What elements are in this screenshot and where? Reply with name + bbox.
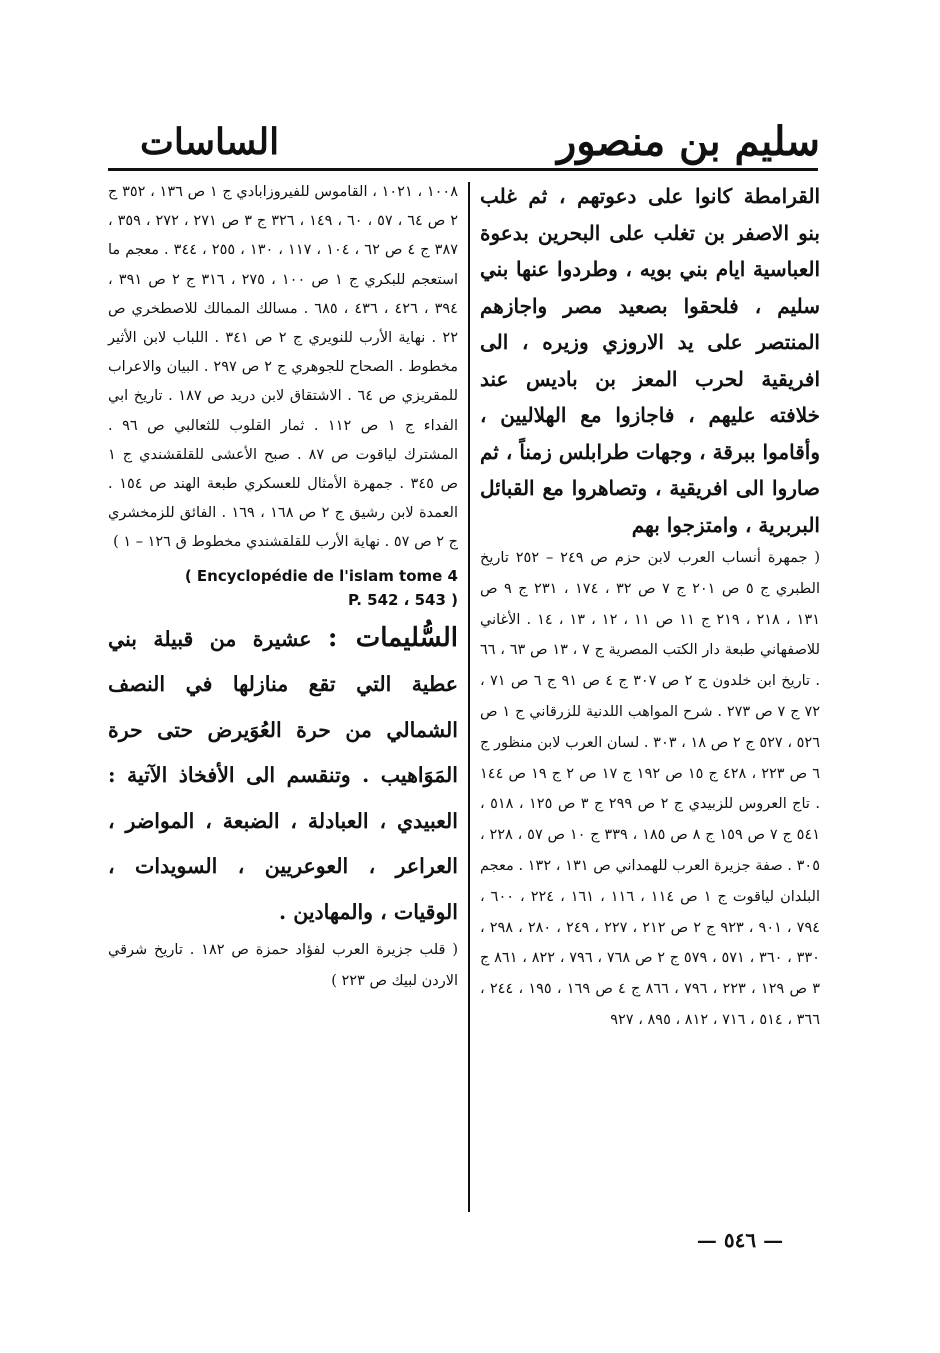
running-title-left: الساسات xyxy=(140,121,280,163)
right-column xyxy=(480,178,820,1036)
references-continued: ١٠٠٨ ، ١٠٢١ ، القاموس للفيروزابادي ج ١ ص ١٣٦ ، ٣٥٢ ج ٢ ص ٦٤ ، ٥٧ ، ٦٠ ، ١٤٩ ، ٣٢٦ ج ٣ ص ٢٧١ ، ٢٧٢ ، ٣٥٩ ، ٣٨٧ ج ٤ ص ٦٢ ، ١٠٤ ، ١١٧ ، ١٣٠ ، ٢٥٥ ، ٣٤٤ . معجم ما استعجم للبكري ج ١ ص ١٠٠ ، ٢٧٥ ، ٣١٦ ج ٢ ص ٣٩١ ، ٣٩٤ ، ٤٢٦ ، ٤٣٦ ، ٦٨٥ . مسالك الممالك للاصطخري ص ٢٢ . نهاية الأرب للنويري ج ٢ ص ٣٤١ . اللباب لابن الأثير مخطوط . الصحاح للجوهري ج ٢ ص ٢٩٧ . البيان والاعراب للمقريزي ص ٦٤ . الاشتقاق لابن دريد ص ١٨٧ . تاريخ ابي الفداء ج ١ ص ١١٢ . ثمار القلوب للثعالبي ص ٩٦ . المشترك لياقوت ص ٨٧ . صبح الأعشى للقلقشندي ج ١ ص ٣٤٥ . جمهرة الأمثال للعسكري طبعة الهند ص ١٥٤ . العمدة لابن رشيق ج ٢ ص ١٦٨ ، ١٦٩ . الفائق للزمخشري ج ٢ ص ٥٧ . نهاية الأرب للقلقشندي مخطوط ق ١٢٦ – ١ ) xyxy=(108,184,459,551)
latin-reference xyxy=(108,564,458,612)
references-paragraph: ( جمهرة أنساب العرب لابن حزم ص ٢٤٩ – ٢٥٢ تاريخ الطبري ج ٥ ص ٢٠١ ج ٧ ص ٣٢ ، ١٧٤ ، ٢٣١ ج ٩ ص ١٣١ ، ٢١٨ ، ٢١٩ ج ١١ ص ١١ ، ١٢ ، ١٣ ، ١٤ . الأغاني للاصفهاني طبعة دار الكتب المصرية ج ٧ ، ١٣ ص ٦٣ ، ٦٦ . تاريخ ابن خلدون ج ٢ ص ٣٠٧ ج ٤ ص ٩١ ج ٦ ص ٧١ ، ٧٢ ج ٧ ص ٢٧٣ . شرح المواهب اللدنية للزرقاني ج ١ ص ٥٢٦ ، ٥٢٧ ج ٢ ص ١٨ ، ٣٠٣ . لسان العرب لابن منظور ج ٦ ص ٢٢٣ ، ٤٢٨ ج ١٥ ص ١٩٢ ج ١٧ ص ٢ ج ١٩ ص ١٤٤ . تاج العروس للزبيدي ج ٢ ص ٢٩٩ ج ٣ ص ١٢٥ ، ٥١٨ ، ٥٤١ ج ٧ ص ١٥٩ ج ٨ ص ١٨٥ ، ٣٣٩ ج ١٠ ص ٥٧ ، ٢٢٨ ، ٣٠٥ . صفة جزيرة العرب للهمداني ص ١٣١ ، ١٣٢ . معجم البلدان لياقوت ج ١ ص ١١٤ ، ١١٦ ، ١٦١ ، ٢٢٤ ، ٦٠٠ ، ٧٩٤ ، ٩٠١ ، ٩٢٣ ج ٢ ص ٢١٢ ، ٢٢٧ ، ٢٤٩ ، ٢٨٠ ، ٢٩٨ ، ٣٣٠ ، ٣٦٠ ، ٥٧١ ، ٥٧٩ ج ٢ ص ٧٦٨ ، ٧٩٦ ، ٨٢٢ ، ٨٦١ ج ٣ ص ١٢٩ ، ٢٢٣ ، ٧٩٦ ، ٨٦٦ ج ٤ ص ١٦٩ ، ١٩٥ ، ٢٤٤ ، ٣٦٦ ، ٥١٤ ، ٧١٦ ، ٨١٢ ، ٨٩٥ ، ٩٢٧ xyxy=(480,550,821,1028)
latin-reference-line-1: ( Encyclopédie de l'islam tome 4 xyxy=(184,566,458,585)
running-title-right: سليم بن منصور xyxy=(556,118,820,165)
column-divider xyxy=(468,182,470,1212)
entry-body: عشيرة من قبيلة بني عطية التي تقع منازلها في النصف الشمالي من حرة العُوَيرض حتى حرة المَوَاهيب . وتنقسم الى الأفخاذ الآتية : العبيدي ، العبادلة ، الضبعة ، المواضر ، العراعر ، العوعريين ، السويدات ، الوقيات ، والمهادين . xyxy=(108,626,458,924)
entry-headword: السُّليمات : xyxy=(327,622,458,653)
entry-paragraph xyxy=(108,616,458,936)
header-rule xyxy=(108,168,818,171)
main-paragraph: القرامطة كانوا على دعوتهم ، ثم غلب بنو الاصفر بن تغلب على البحرين بدعوة العباسية ايام بني بويه ، وطردوا عنها بني سليم ، فلحقوا بصعيد مصر واجازهم المنتصر على يد الاروزي وزيره ، الى افريقية لحرب المعز بن باديس عند خلافته عليهم ، فاجازوا مع الهلاليين ، وأقاموا ببرقة ، وجهات طرابلس زمناً ، ثم صاروا الى افريقية ، وتصاهروا مع القبائل البربرية ، وامتزجوا بهم xyxy=(480,184,820,537)
entry-references: ( قلب جزيرة العرب لفؤاد حمزة ص ١٨٢ . تاريخ شرقي الاردن لبيك ص ٢٢٣ ) xyxy=(108,942,458,990)
left-column xyxy=(108,178,458,997)
latin-reference-line-2: P. 542 ، 543 ) xyxy=(347,590,458,609)
page-number: — ٥٤٦ — xyxy=(696,1228,784,1252)
